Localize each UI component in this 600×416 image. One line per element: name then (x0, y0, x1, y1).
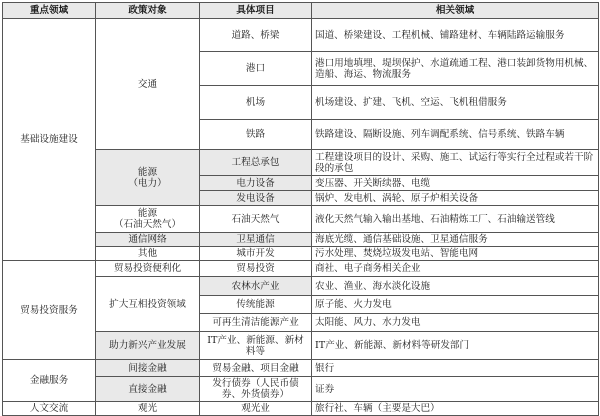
table-row (3, 261, 599, 277)
project-cell: 农林水产业 (200, 277, 312, 296)
table-row (3, 19, 599, 52)
target-cell: 交通 (96, 19, 200, 150)
fields-cell: 银行 (312, 360, 599, 377)
project-cell: 电力设备 (200, 176, 312, 191)
fields-cell: 太阳能、风力、水力发电 (312, 314, 599, 332)
header-key-area: 重点领域 (3, 3, 96, 19)
area-cell: 基础设施建设 (3, 19, 96, 261)
project-cell: 发电设备 (200, 191, 312, 206)
target-cell: 贸易投资便利化 (96, 261, 200, 277)
fields-cell: 污水处理、焚烧垃圾发电站、智能电网 (312, 247, 599, 261)
project-cell: 城市开发 (200, 247, 312, 261)
area-cell: 人文交流 (3, 402, 96, 416)
area-cell: 贸易投资服务 (3, 261, 96, 360)
project-cell: IT产业、新能源、新材料等 (200, 332, 312, 360)
table-header-row (3, 3, 599, 19)
project-cell: 传统能源 (200, 296, 312, 314)
fields-cell: 旅行社、车辆（主要是大巴） (312, 402, 599, 416)
project-cell: 贸易投资 (200, 261, 312, 277)
target-cell: 扩大互相投资领域 (96, 277, 200, 332)
project-cell: 港口 (200, 52, 312, 86)
target-cell: 其他 (96, 247, 200, 261)
area-cell: 金融服务 (3, 360, 96, 402)
header-policy-target: 政策对象 (96, 3, 200, 19)
fields-cell: 商社、电子商务相关企业 (312, 261, 599, 277)
fields-cell: 变压器、开关断续器、电缆 (312, 176, 599, 191)
fields-cell: 农业、渔业、海水淡化设施 (312, 277, 599, 296)
fields-cell: 液化天然气输入输出基地、石油精炼工厂、石油输送管线 (312, 206, 599, 233)
project-cell: 机场 (200, 86, 312, 120)
target-cell: 间接金融 (96, 360, 200, 377)
fields-cell: 原子能、火力发电 (312, 296, 599, 314)
target-cell: 能源 （石油天然气） (96, 206, 200, 233)
target-cell: 助力新兴产业发展 (96, 332, 200, 360)
header-related-fields: 相关领域 (312, 3, 599, 19)
project-cell: 发行债券（人民币债券、外货债券） (200, 377, 312, 402)
project-cell: 卫星通信 (200, 233, 312, 247)
fields-cell: 证券 (312, 377, 599, 402)
table-row (3, 402, 599, 416)
table-row (3, 360, 599, 377)
project-cell: 道路、桥梁 (200, 19, 312, 52)
header-specific-project: 具体项目 (200, 3, 312, 19)
target-cell: 观光 (96, 402, 200, 416)
fields-cell: 工程建设项目的设计、采购、施工、试运行等实行全过程或若干阶段的承包 (312, 150, 599, 176)
project-cell: 工程总承包 (200, 150, 312, 176)
target-cell: 直接金融 (96, 377, 200, 402)
fields-cell: 铁路建设、隔断设施、列车调配系统、信号系统、铁路车辆 (312, 120, 599, 150)
fields-cell: 锅炉、发电机、涡轮、原子炉相关设备 (312, 191, 599, 206)
fields-cell: 海底光缆、通信基础设施、卫星通信服务 (312, 233, 599, 247)
project-cell: 观光业 (200, 402, 312, 416)
policy-table (2, 2, 599, 416)
fields-cell: 国道、桥梁建设、工程机械、铺路建材、车辆陆路运输服务 (312, 19, 599, 52)
target-cell: 能源 （电力） (96, 150, 200, 206)
project-cell: 可再生清洁能源产业 (200, 314, 312, 332)
project-cell: 铁路 (200, 120, 312, 150)
fields-cell: IT产业、新能源、新材料等研发部门 (312, 332, 599, 360)
fields-cell: 机场建设、扩建、飞机、空运、飞机租借服务 (312, 86, 599, 120)
project-cell: 石油天然气 (200, 206, 312, 233)
project-cell: 贸易金融、项目金融 (200, 360, 312, 377)
fields-cell: 港口用地填埋、堤坝保护、水道疏通工程、港口装卸货物用机械、造船、海运、物流服务 (312, 52, 599, 86)
target-cell: 通信网络 (96, 233, 200, 247)
